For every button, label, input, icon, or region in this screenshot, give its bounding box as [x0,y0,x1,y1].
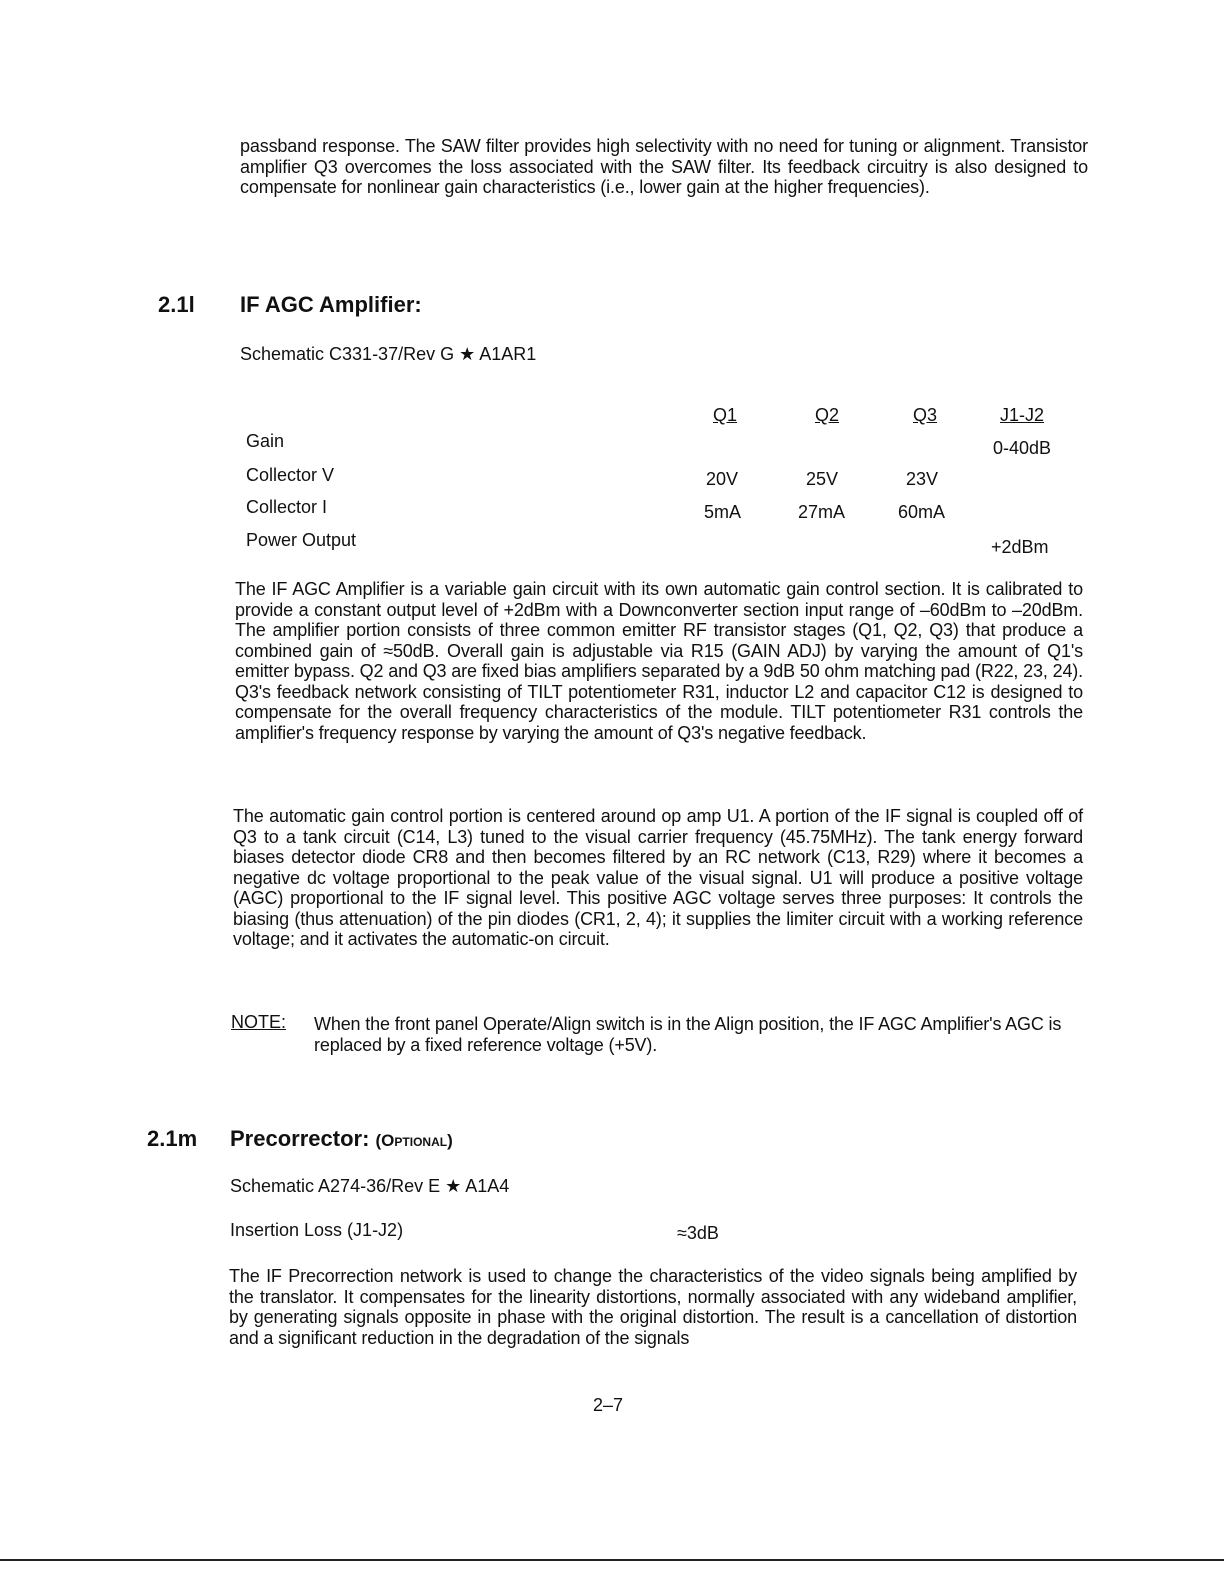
table-cell: 27mA [798,502,846,522]
schematic-reference: Schematic A274-36/Rev E ★ A1A4 [230,1176,510,1196]
section-number: 2.1m [147,1126,198,1151]
schematic-reference: Schematic C331-37/Rev G ★ A1AR1 [240,344,537,364]
table-cell: +2dBm [991,537,1049,557]
intro-paragraph: passband response. The SAW filter provides high selectivity with no need for tuning or alignment. Transistor amplifier Q3 overcomes the loss associated with the SAW filter. Its feedback circuitry is also designed to compensate for nonlinear gain characteristics (i.e., lower gain at the higher frequencies). [240,136,1088,197]
body-paragraph: The automatic gain control portion is centered around op amp U1. A portion of the IF signal is coupled off of Q3 to a tank circuit (C14, L3) tuned to the visual carrier frequency (45.75MHz). The tank energy forward biases detector diode CR8 and then becomes filtered by an RC network (C13, R29) where it becomes a negative dc voltage proportional to the peak value of the visual signal. U1 will produce a positive voltage (AGC) proportional to the IF signal level. This positive AGC voltage serves three purposes: It controls the biasing (thus attenuation) of the pin diodes (CR1, 2, 4); it supplies the limiter circuit with a working reference voltage; and it activates the automatic-on circuit. [233,806,1083,949]
section-qualifier: (Optional) [375,1131,453,1150]
section-title [230,1126,453,1152]
note-label: NOTE: [231,1012,287,1032]
table-header-q2: Q2 [815,405,840,425]
table-cell: 0-40dB [993,438,1052,458]
body-paragraph: The IF Precorrection network is used to change the characteristics of the video signals being amplified by the translator. It compensates for the linearity distortions, normally associated with any wideband amplifier, by generating signals opposite in phase with the original distortion. The result is a cancellation of distortion and a significant reduction in the degradation of the signals [229,1266,1077,1348]
table-header-j1j2: J1-J2 [1000,405,1045,425]
table-cell: 5mA [704,502,742,522]
table-row-label: Power Output [246,530,357,550]
table-row-label: Collector I [246,497,328,517]
insertion-loss-label: Insertion Loss (J1-J2) [230,1220,404,1240]
insertion-loss-value: ≈3dB [677,1223,719,1243]
section-title: IF AGC Amplifier: [240,292,422,317]
table-header-q3: Q3 [913,405,938,425]
body-paragraph: The IF AGC Amplifier is a variable gain circuit with its own automatic gain control section. It is calibrated to provide a constant output level of +2dBm with a Downconverter section input range of –60dBm to –20dBm. The amplifier portion consists of three common emitter RF transistor stages (Q1, Q2, Q3) that produce a combined gain of ≈50dB. Overall gain is adjustable via R15 (GAIN ADJ) by varying the amount of Q1's emitter bypass. Q2 and Q3 are fixed bias amplifiers separated by a 9dB 50 ohm matching pad (R22, 23, 24). Q3's feedback network consisting of TILT potentiometer R31, inductor L2 and capacitor C12 is designed to compensate for the overall frequency characteristics of the module. TILT potentiometer R31 controls the amplifier's frequency response by varying the amount of Q3's negative feedback. [235,579,1083,743]
page-number: 2–7 [593,1395,624,1415]
note-text: When the front panel Operate/Align switch is in the Align position, the IF AGC Amplifier's AGC is replaced by a fixed reference voltage (+5V). [314,1014,1062,1055]
table-cell: 23V [906,469,939,489]
section-number: 2.1l [158,292,195,317]
table-cell: 20V [706,469,739,489]
table-cell: 60mA [898,502,946,522]
table-row-label: Gain [246,431,285,451]
table-header-q1: Q1 [713,405,738,425]
table-cell: 25V [806,469,839,489]
section-title-text: Precorrector: [230,1126,370,1151]
table-row-label: Collector V [246,465,335,485]
page-bottom-rule [0,1559,1224,1561]
